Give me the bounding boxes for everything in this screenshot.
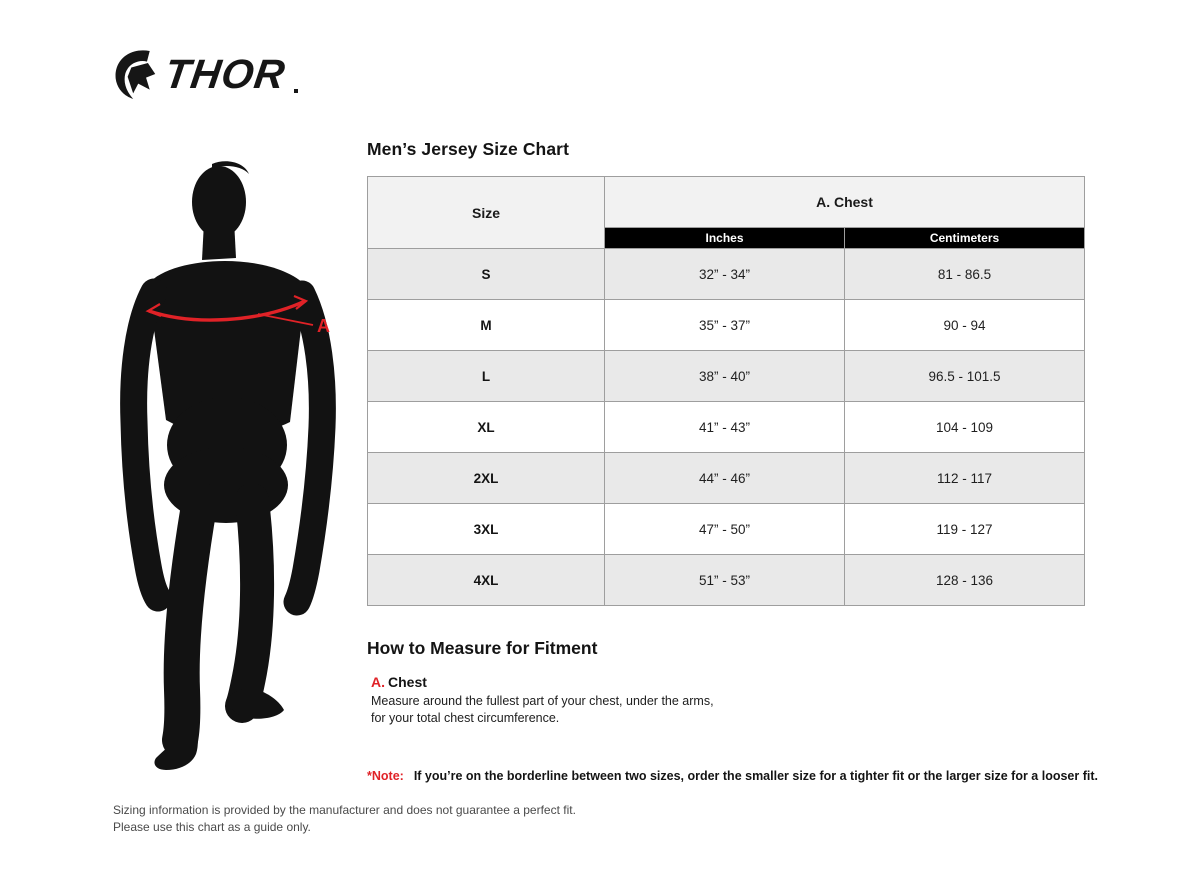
thor-logo <box>112 48 298 100</box>
measure-section-heading: How to Measure for Fitment <box>367 638 598 658</box>
table-row <box>368 504 1085 555</box>
centimeters-cell: 96.5 - 101.5 <box>845 351 1085 402</box>
size-cell: 4XL <box>368 555 605 606</box>
inches-cell: 38” - 40” <box>605 351 845 402</box>
disclaimer-line-2: Please use this chart as a guide only. <box>113 819 311 834</box>
note-text: If you’re on the borderline between two sizes, order the smaller size for a tighter fit or the larger size for a looser fit. <box>413 769 1098 783</box>
measure-item-letter: A. <box>371 674 385 690</box>
size-cell: M <box>368 300 605 351</box>
centimeters-cell: 119 - 127 <box>845 504 1085 555</box>
thor-wordmark: THOR <box>161 50 289 97</box>
measurement-figure <box>108 150 352 782</box>
table-row <box>368 402 1085 453</box>
male-silhouette <box>108 150 352 782</box>
inches-cell: 41” - 43” <box>605 402 845 453</box>
measure-item-chest <box>371 674 731 727</box>
table-row <box>368 351 1085 402</box>
inches-cell: 32” - 34” <box>605 249 845 300</box>
size-cell: 2XL <box>368 453 605 504</box>
table-row <box>368 555 1085 606</box>
inches-cell: 47” - 50” <box>605 504 845 555</box>
size-cell: 3XL <box>368 504 605 555</box>
table-row <box>368 453 1085 504</box>
inches-cell: 44” - 46” <box>605 453 845 504</box>
size-table-container <box>367 176 1085 606</box>
size-cell: S <box>368 249 605 300</box>
column-header-centimeters: Centimeters <box>845 228 1085 249</box>
inches-cell: 35” - 37” <box>605 300 845 351</box>
inches-cell: 51” - 53” <box>605 555 845 606</box>
size-cell: XL <box>368 402 605 453</box>
table-row <box>368 249 1085 300</box>
size-table <box>367 176 1085 606</box>
chest-label-a: A <box>317 316 330 336</box>
centimeters-cell: 112 - 117 <box>845 453 1085 504</box>
thor-goat-icon <box>112 48 158 100</box>
column-header-size: Size <box>368 177 605 249</box>
centimeters-cell: 128 - 136 <box>845 555 1085 606</box>
male-silhouette-body <box>134 161 323 770</box>
measure-item-title <box>371 674 731 690</box>
measure-item-description: Measure around the fullest part of your chest, under the arms, for your total chest circumference. <box>371 694 714 725</box>
page-title: Men’s Jersey Size Chart <box>367 139 570 159</box>
trademark-dot <box>294 89 298 93</box>
note-label: *Note: <box>367 769 404 783</box>
size-table-rows <box>368 249 1085 606</box>
measure-item-name: Chest <box>388 674 427 690</box>
column-header-chest: A. Chest <box>605 177 1085 228</box>
size-cell: L <box>368 351 605 402</box>
table-row <box>368 300 1085 351</box>
centimeters-cell: 90 - 94 <box>845 300 1085 351</box>
centimeters-cell: 81 - 86.5 <box>845 249 1085 300</box>
centimeters-cell: 104 - 109 <box>845 402 1085 453</box>
disclaimer <box>113 802 576 835</box>
column-header-inches: Inches <box>605 228 845 249</box>
sizing-note <box>367 769 1098 783</box>
disclaimer-line-1: Sizing information is provided by the manufacturer and does not guarantee a perfect fit. <box>113 803 576 817</box>
